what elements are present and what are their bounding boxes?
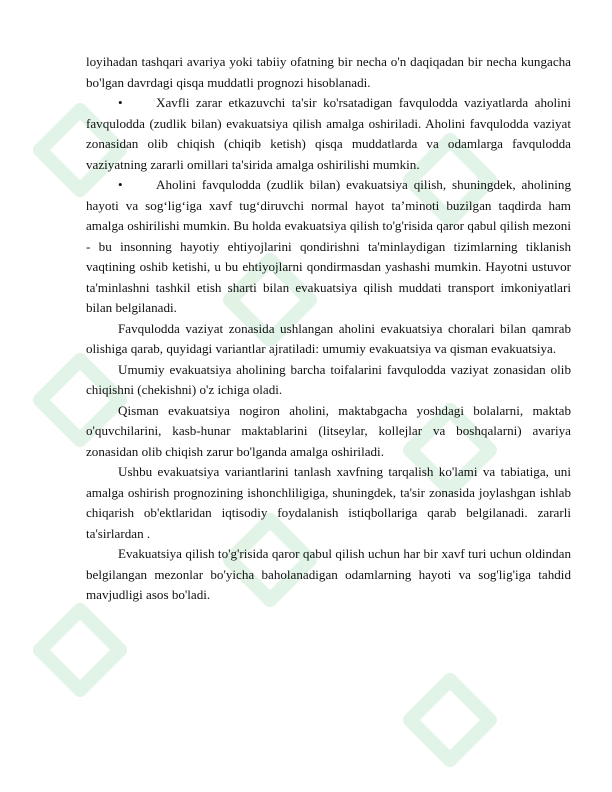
bullet-item: [86, 175, 571, 319]
paragraph: Umumiy evakuatsiya aholining barcha toifalarini favqulodda vaziyat zonasidan olib chiqishni (chekishni) o'z ichiga oladi.: [86, 361, 571, 397]
paragraph: Ushbu evakuatsiya variantlarini tanlash xavfning tarqalish ko'lami va tabiatiga, uni amalga oshirish prognozining ishonchliligiga, shuningdek, ta'sir zonasida joylashgan ishlab chiqarish ob'ektlaridan iqtisodiy foydalanish istiqbollariga qarab belgilanadi. zararli ta'sirlardan .: [86, 464, 571, 541]
bullet-item: [86, 93, 571, 175]
paragraph: Evakuatsiya qilish to'g'risida qaror qabul qilish uchun har bir xavf turi uchun oldindan belgilangan mezonlar bo'yicha baholanadigan odamlarning hayoti va sog'lig'iga tahdid mavjudligi asos bo'ladi.: [86, 546, 571, 602]
paragraph: Qisman evakuatsiya nogiron aholini, maktabgacha yoshdagi bolalarni, maktab o'quvchilarini, kasb-hunar maktablarini (litseylar, kollejlar va boshqalarni) avariya zonasidan olib chiqish zarur bo'lganda amalga oshiriladi.: [86, 402, 571, 459]
bullet-text: Aholini favqulodda (zudlik bilan) evakuatsiya qilish, shuningdek, aholining hayoti va sog‘lig‘iga xavf tug‘diruvchi normal hayot ta’minoti buzilgan taqdirda ham amalga oshirilishi mumkin. Bu holda evakuatsiya qilish to'g'risida qaror qabul qilish mezoni - bu insonning hayotiy ehtiyojlarini qondirishni ta'minlaydigan tizimlarning tiklanish vaqtining oshib ketishi, u bu ehtiyojlarni qondirmasdan yashashi mumkin. Hayotni ustuvor ta'minlashni tashkil etish sharti bilan evakuatsiya qilish muddati transport imkoniyatlari bilan belgilanadi.: [86, 177, 571, 315]
bullet-icon: •: [118, 95, 123, 110]
bullet-text: Xavfli zarar etkazuvchi ta'sir ko'rsatadigan favqulodda vaziyatlarda aholini favqulodda (zudlik bilan) evakuatsiya qilish amalga oshiriladi. Aholini favqulodda vaziyat zonasidan olib chiqish (chiqib ketish) qisqa muddatlarda va odamlarga favqulodda vaziyatning zararli omillari ta'sirida amalga oshirilishi mumkin.: [86, 95, 571, 172]
bullet-icon: •: [118, 177, 123, 192]
paragraph: Favqulodda vaziyat zonasida ushlangan aholini evakuatsiya choralari bilan qamrab olishiga qarab, quyidagi variantlar ajratiladi: umumiy evakuatsiya va qisman evakuatsiya.: [86, 320, 571, 356]
document-page: [86, 52, 571, 606]
paragraph-continuation: loyihadan tashqari avariya yoki tabiiy ofatning bir necha o'n daqiqadan bir necha kungacha bo'lgan davrdagi qisqa muddatli prognozi hisoblanadi.: [86, 54, 571, 90]
